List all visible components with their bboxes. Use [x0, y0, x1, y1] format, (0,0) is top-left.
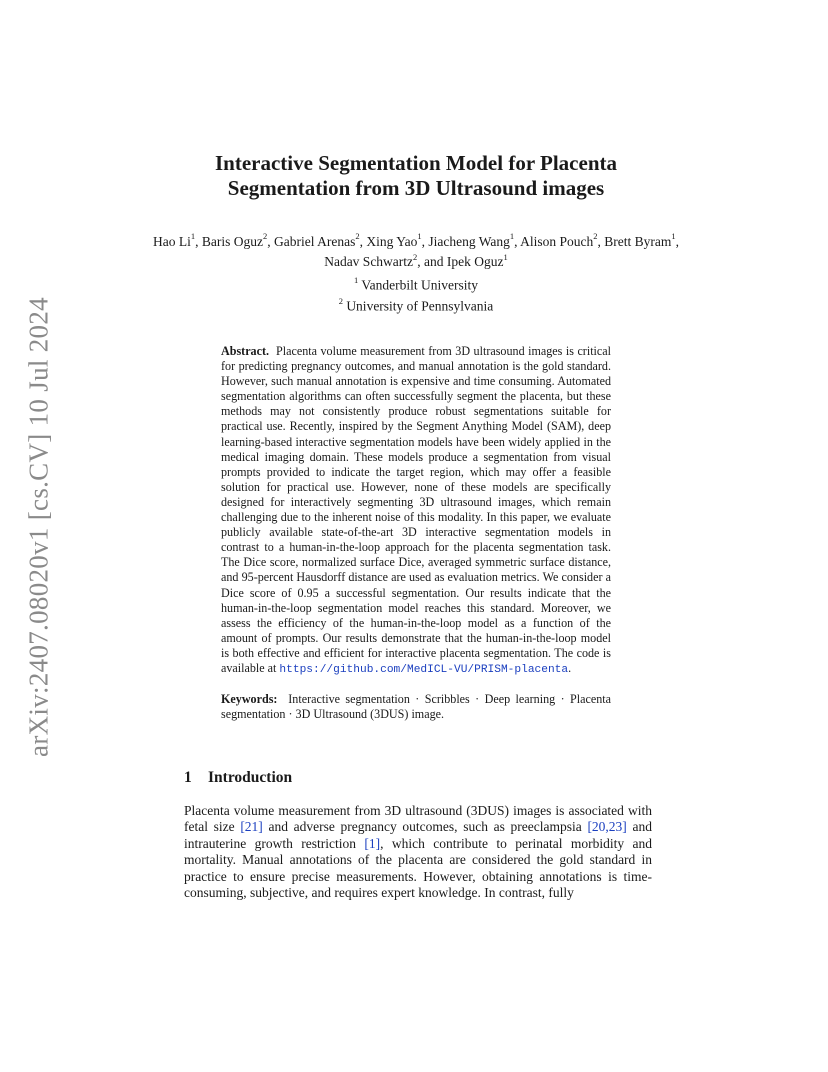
citation-link[interactable]: [1]	[364, 835, 381, 851]
abstract-body: Abstract. Placenta volume measurement from 3D ultrasound images is critical for predicting pregnancy outcomes, and manual annotation is the gold standard. However, such manual annotation is expensive and time consuming. Automated segmentation algorithms can often successfully segment the placenta, but these methods may not consistently produce robust segmentations suitable for practical use. Recently, inspired by the Segment Anything Model (SAM), deep learning-based interactive segmentation models have been widely applied in the medical imaging domain. These models produce a segmentation from visual prompts provided to indicate the target region, which may offer a feasible solution for practical use. However, none of these models are specifically designed for interactively segmenting 3D ultrasound images, which remain challenging due to the inherent noise of this modality. In this paper, we evaluate publicly available state-of-the-art 3D interactive segmentation models in contrast to a human-in-the-loop approach for the placenta segmentation task. The Dice score, normalized surface Dice, averaged symmetric surface distance, and 95-percent Hausdorff distance are used as evaluation metrics. We consider a Dice score of 0.95 a successful segmentation. Our results indicate that the human-in-the-loop segmentation model reaches this standard. Moreover, we assess the efficiency of the human-in-the-loop model as a function of the amount of prompts. Our results demonstrate that the human-in-the-loop model is both effective and efficient for interactive placenta segmentation. The code is available at https://github.com/MedICL-VU/PRISM-placenta.	[221, 344, 612, 676]
title-line-2: Segmentation from 3D Ultrasound images	[227, 176, 605, 200]
paper-title	[150, 151, 682, 201]
citation-link[interactable]: [20,23]	[587, 819, 627, 835]
author: Xing Yao$^1$,	[366, 231, 429, 249]
author: Baris Oguz$^2$,	[201, 231, 274, 249]
arxiv-identifier	[22, 292, 56, 762]
affiliation: $^1$ Vanderbilt University	[354, 275, 478, 293]
introduction-paragraph: Placenta volume measurement from 3D ultrasound (3DUS) images is associated with fetal size [21] and adverse pregnancy outcomes, such as preeclampsia [20,23] and intrauterine growth restriction [1], which contribute to perinatal morbidity and mortality. Manual annotations of the placenta are considered the gold standard in practice to ensure precise measurements. However, obtaining annotations is time-consuming, subjective, and requires expert knowledge. In contrast, fully	[184, 803, 652, 901]
author: Jiacheng Wang$^1$,	[428, 231, 521, 249]
keywords-text: Interactive segmentation · Scribbles · Deep learning · Placenta segmentation · 3D Ultrasound (3DUS) image.	[221, 692, 611, 722]
author: Ipek Oguz$^1$	[446, 251, 508, 269]
section-number: 1	[184, 769, 192, 786]
citation-link[interactable]: [21]	[240, 819, 263, 835]
author: Brett Byram$^1$,	[604, 231, 680, 249]
author-list	[150, 229, 682, 270]
author: Alison Pouch$^2$,	[520, 231, 605, 249]
affiliation: $^2$ University of Pennsylvania	[338, 295, 494, 313]
keywords	[221, 692, 611, 722]
section-heading-introduction	[184, 769, 654, 787]
code-url-link[interactable]: https://github.com/MedICL-VU/PRISM-placenta	[279, 663, 569, 676]
author: Gabriel Arenas$^2$,	[273, 231, 367, 249]
author: Nadav Schwartz$^2$, and	[324, 251, 447, 269]
abstract-label: Abstract.	[221, 344, 270, 358]
section-title: Introduction	[208, 769, 293, 786]
affiliations	[150, 273, 682, 314]
title-line-1: Interactive Segmentation Model for Placenta	[214, 151, 617, 175]
arxiv-identifier-text: arXiv:2407.08020v1 [cs.CV] 10 Jul 2024	[23, 297, 54, 757]
abstract	[221, 344, 611, 722]
author: Hao Li$^1$,	[152, 231, 202, 249]
abstract-text: Placenta volume measurement from 3D ultrasound images is critical for predicting pregnancy outcomes, and manual annotation is the gold standard. However, such manual annotation is expensive and time consuming. Automated segmentation algorithms can often successfully segment the placenta, but these methods may not consistently produce robust segmentations suitable for practical use. Recently, inspired by the Segment Anything Model (SAM), deep learning-based interactive segmentation models have been widely applied in the medical imaging domain. These models produce a segmentation from visual prompts provided to indicate the target region, which may offer a feasible solution for practical use. However, none of these models are specifically designed for interactively segmenting 3D ultrasound images, which remain challenging due to the inherent noise of this modality. In this paper, we evaluate publicly available state-of-the-art 3D interactive segmentation models in contrast to a human-in-the-loop approach for the placenta segmentation task. The Dice score, normalized surface Dice, averaged symmetric surface distance, and 95-percent Hausdorff distance are used as evaluation metrics. We consider a Dice score of 0.95 a successful segmentation. Our results indicate that the human-in-the-loop segmentation model reaches this standard. Moreover, we assess the efficiency of the human-in-the-loop model as a function of the amount of prompts. Our results demonstrate that the human-in-the-loop model is both effective and efficient for interactive placenta segmentation. The code is available at	[221, 344, 612, 675]
keywords-label: Keywords:	[221, 692, 278, 707]
